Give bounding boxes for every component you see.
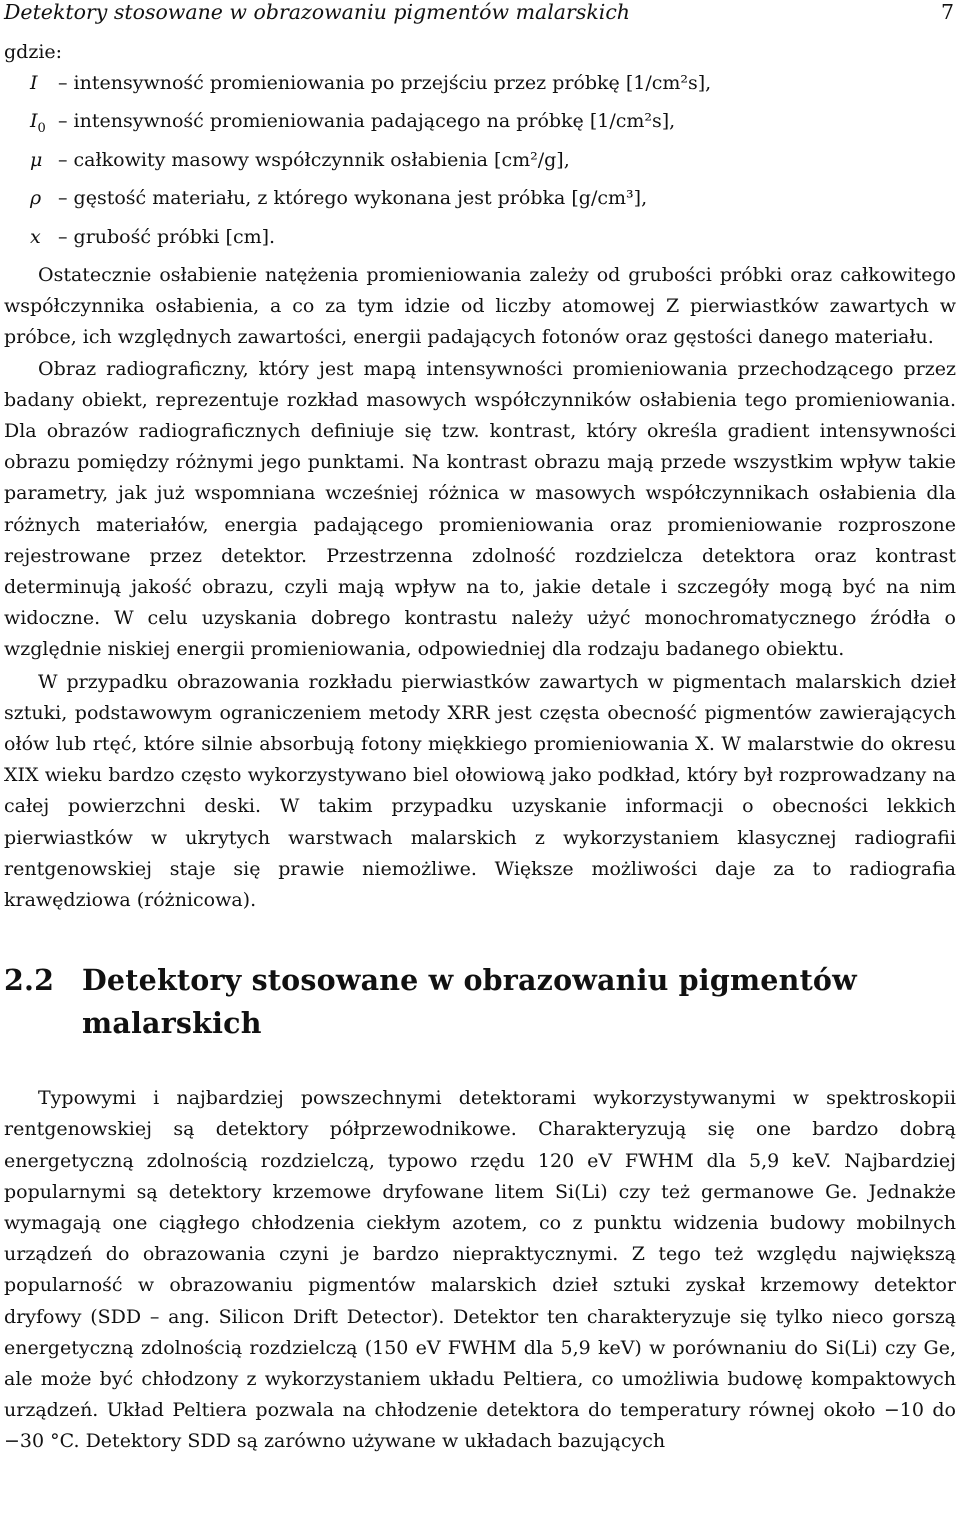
symbol-definitions <box>4 68 956 260</box>
section-number: 2.2 <box>4 963 55 998</box>
definition-symbol: x <box>30 225 41 248</box>
running-header <box>4 0 956 24</box>
definition-text: – intensywność promieniowania padającego na próbkę [1/cm²s], <box>58 110 676 133</box>
definition-text: – gęstość materiału, z którego wykonana jest próbka [g/cm³], <box>58 187 648 210</box>
section-heading <box>4 959 956 1045</box>
definition-item <box>4 68 956 106</box>
body-text <box>4 260 956 916</box>
paragraph: Ostatecznie osłabienie natężenia promieniowania zależy od grubości próbki oraz całkowitego współczynnika osłabienia, a co za tym idzie od liczby atomowej Z pierwiastków zawartych w próbce, ich względnych zawartości, energii padających fotonów oraz gęstości danego materiału. <box>4 263 956 349</box>
definition-item <box>4 222 956 260</box>
section-title: Detektory stosowane w obrazowaniu pigmentów malarskich <box>82 963 857 1041</box>
paragraph: Typowymi i najbardziej powszechnymi detektorami wykorzystywanymi w spektroskopii rentgenowskiej są detektory półprzewodnikowe. Charakteryzują się one bardzo dobrą energetyczną zdolnością rozdzielczą, typowo rzędu 120 eV FWHM dla 5,9 keV. Najbardziej popularnymi są detektory krzemowe dryfowane litem Si(Li) czy też germanowe Ge. Jednakże wymagają one ciągłego chłodzenia ciekłym azotem, co z punktu widzenia budowy mobilnych urządzeń do obrazowania czyni je bardzo niepraktycznymi. Z tego też względu największą popularność w obrazowaniu pigmentów malarskich dzieł sztuki zyskał krzemowy detektor dryfowy (SDD – ang. Silicon Drift Detector). Detektor ten charakteryzuje się tylko nieco gorszą energetyczną zdolnością rozdzielczą (150 eV FWHM dla 5,9 keV) w porównaniu do Si(Li) czy Ge, ale może być chłodzony z wykorzystaniem układu Peltiera, co umożliwia budowę kompaktowych urządzeń. Układ Peltiera pozwala na chłodzenie detektora do temperatury równej około −10 do −30 °C. Detektory SDD są zarówno używane w układach bazujących <box>4 1087 956 1453</box>
definition-symbol: I <box>30 72 38 94</box>
definition-symbol: μ <box>30 148 43 171</box>
definition-item <box>4 106 956 144</box>
section-body <box>4 1083 956 1457</box>
definition-item <box>4 145 956 183</box>
document-page <box>4 0 956 1458</box>
running-title: Detektory stosowane w obrazowaniu pigmentów malarskich <box>4 0 631 24</box>
definition-text: – grubość próbki [cm]. <box>58 225 276 248</box>
page-number: 7 <box>940 0 954 24</box>
paragraph: Obraz radiograficzny, który jest mapą intensywności promieniowania przechodzącego przez badany obiekt, reprezentuje rozkład masowych współczynników osłabienia tego promieniowania. Dla obrazów radiograficznych definiuje się tzw. kontrast, który określa gradient intensywności obrazu pomiędzy różnymi jego punktami. Na kontrast obrazu mają przede wszystkim wpływ takie parametry, jak już wspomniana wcześniej różnica w masowych współczynnikach osłabienia dla różnych materiałów, energia padającego promieniowania oraz promieniowanie rozproszone rejestrowane przez detektor. Przestrzenna zdolność rozdzielcza detektora oraz kontrast determinują jakość obrazu, czyli mają wpływ na to, jakie detale i szczegóły mogą być na nim widoczne. W celu uzyskania dobrego kontrastu należy użyć monochromatycznego źródła o względnie niskiej energii promieniowania, odpowiedniej dla rodzaju badanego obiektu. <box>4 357 956 661</box>
definition-item <box>4 183 956 221</box>
definition-symbol: $I_0$ <box>30 110 46 137</box>
paragraph: W przypadku obrazowania rozkładu pierwiastków zawartych w pigmentach malarskich dzieł sztuki, podstawowym ograniczeniem metody XRR jest częsta obecność pigmentów zawierających ołów lub rtęć, które silnie absorbują fotony miękkiego promieniowania X. W malarstwie do okresu XIX wieku bardzo często wykorzystywano biel ołowiową jako podkład, który był rozprowadzany na całej powierzchni deski. W takim przypadku uzyskanie informacji o obecności lekkich pierwiastków w ukrytych warstwach malarskich z wykorzystaniem klasycznej radiografii rentgenowskiej staje się prawie niemożliwe. Większe możliwości daje za to radiografia krawędziowa (różnicowa). <box>4 670 956 912</box>
definition-symbol: ρ <box>30 187 42 210</box>
definition-text: – całkowity masowy współczynnik osłabienia [cm²/g], <box>58 148 570 171</box>
where-label: gdzie: <box>4 41 63 63</box>
definition-text: – intensywność promieniowania po przejściu przez próbkę [1/cm²s], <box>58 72 712 94</box>
